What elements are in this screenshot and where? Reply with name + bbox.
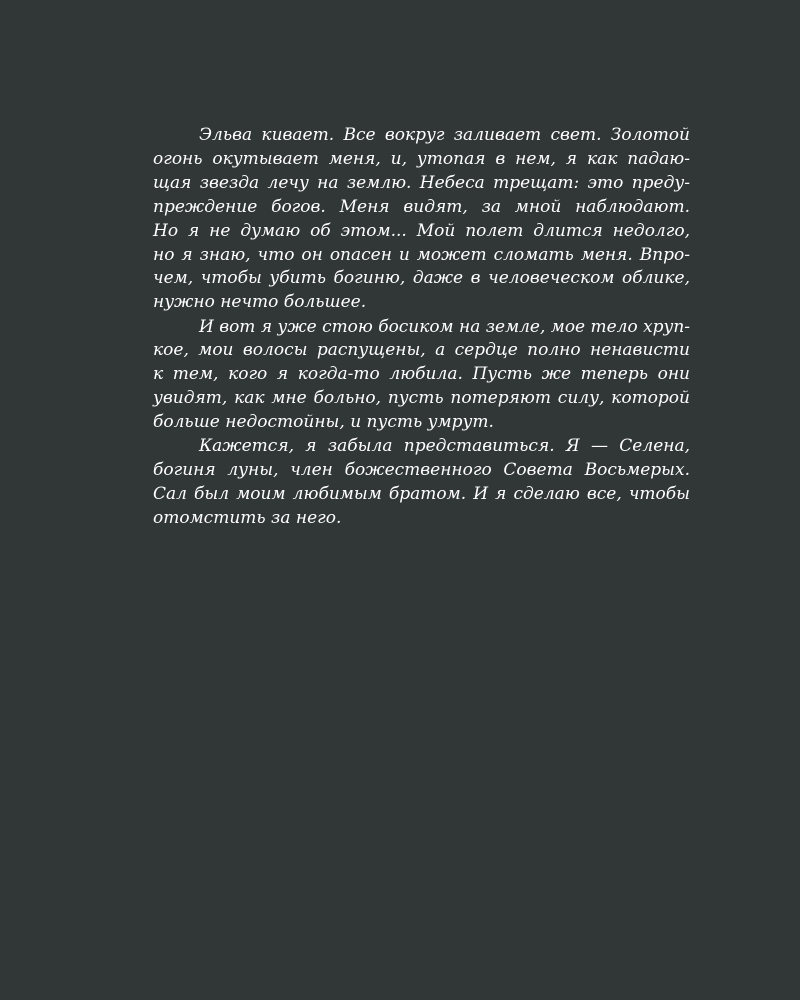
paragraph (153, 124, 690, 315)
text-line: больше недостойны, и пусть умрут. (153, 411, 494, 432)
text-line: Сал был моим любимым братом. И я сделаю все, чтобы (153, 483, 690, 504)
text-line: чем, чтобы убить богиню, даже в человеческом облике, (153, 268, 690, 289)
text-line: преждение богов. Меня видят, за мной наблюдают. (153, 196, 690, 217)
text-line: Эльва кивает. Все вокруг заливает свет. Золотой (199, 125, 690, 145)
text-line: нужно нечто большее. (153, 292, 367, 313)
text-line: щая звезда лечу на землю. Небеса трещат: это преду- (153, 172, 690, 193)
text-line: отомстить за него. (153, 507, 342, 528)
text-line: увидят, как мне больно, пусть потеряют силу, которой (153, 387, 690, 408)
text-line: И вот я уже стою босиком на земле, мое тело хруп- (199, 316, 690, 337)
text-line: Кажется, я забыла представиться. Я — Селена, (199, 435, 690, 456)
text-line: богиня луны, член божественного Совета Восьмерых. (153, 459, 690, 480)
text-line: Но я не думаю об этом... Мой полет длится недолго, (153, 220, 690, 241)
body-text (153, 124, 690, 530)
text-line: кое, мои волосы распущены, а сердце полно ненависти (153, 340, 690, 361)
text-line: к тем, кого я когда-то любила. Пусть же теперь они (153, 364, 690, 385)
text-line: огонь окутывает меня, и, утопая в нем, я как падаю- (153, 148, 690, 169)
text-line: но я знаю, что он опасен и может сломать меня. Впро- (153, 244, 690, 265)
paragraph (153, 315, 690, 435)
paragraph (153, 435, 690, 531)
